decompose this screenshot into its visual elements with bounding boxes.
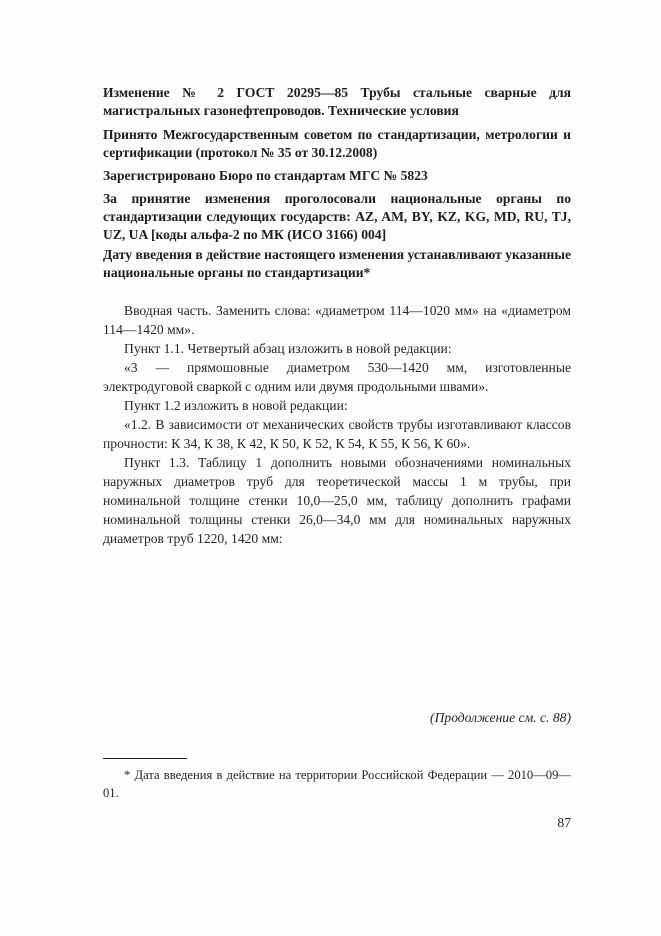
continuation-note: (Продолжение см. с. 88) <box>430 710 571 725</box>
amendment-body <box>103 301 571 548</box>
paragraph-clause-1-1: Пункт 1.1. Четвертый абзац изложить в новой редакции: <box>124 341 452 356</box>
paragraph-clause-1-2: Пункт 1.2 изложить в новой редакции: <box>124 398 348 413</box>
voting-statement: За принятие изменения проголосовали национальные органы по стандартизации следующих государств: AZ, AM, BY, KZ, KG, MD, RU, TJ, UZ, UA [коды альфа-2 по МК (ИСО 3166) 004] <box>103 191 571 242</box>
page-number: 87 <box>557 815 571 830</box>
adoption-statement: Принято Межгосударственным советом по стандартизации, метрологии и сертификации (протокол № 35 от 30.12.2008) <box>103 127 571 160</box>
registration-statement: Зарегистрировано Бюро по стандартам МГС № 5823 <box>103 168 428 183</box>
paragraph-clause-1-1-text: «3 — прямошовные диаметром 530—1420 мм, изготовленные электродуговой сваркой с одним или двумя продольными швами». <box>103 360 571 394</box>
paragraph-clause-1-2-text: «1.2. В зависимости от механических свойств трубы изготавливают классов прочности: К 34, К 38, К 42, К 50, К 52, К 54, К 55, К 56, К 60». <box>103 417 571 451</box>
effective-date-statement: Дату введения в действие настоящего изменения устанавливают указанные национальные органы по стандартизации* <box>103 247 571 280</box>
footnote-divider <box>103 758 187 759</box>
paragraph-intro: Вводная часть. Заменить слова: «диаметром 114—1020 мм» на «диаметром 114—1420 мм». <box>103 303 571 337</box>
amendment-title: Изменение № 2 ГОСТ 20295—85 Трубы стальные сварные для магистральных газонефтепроводов. Технические условия <box>103 85 571 118</box>
footnote: * Дата введения в действие на территории Российской Федерации — 2010—09—01. <box>103 768 571 800</box>
paragraph-clause-1-3: Пункт 1.3. Таблицу 1 дополнить новыми обозначениями номинальных наружных диаметров труб для теоретической массы 1 м трубы, при номинальной толщине стенки 10,0—25,0 мм, таблицу дополнить графами номинальной толщины стенки 26,0—34,0 мм для номинальных наружных диаметров труб 1220, 1420 мм: <box>103 455 571 546</box>
